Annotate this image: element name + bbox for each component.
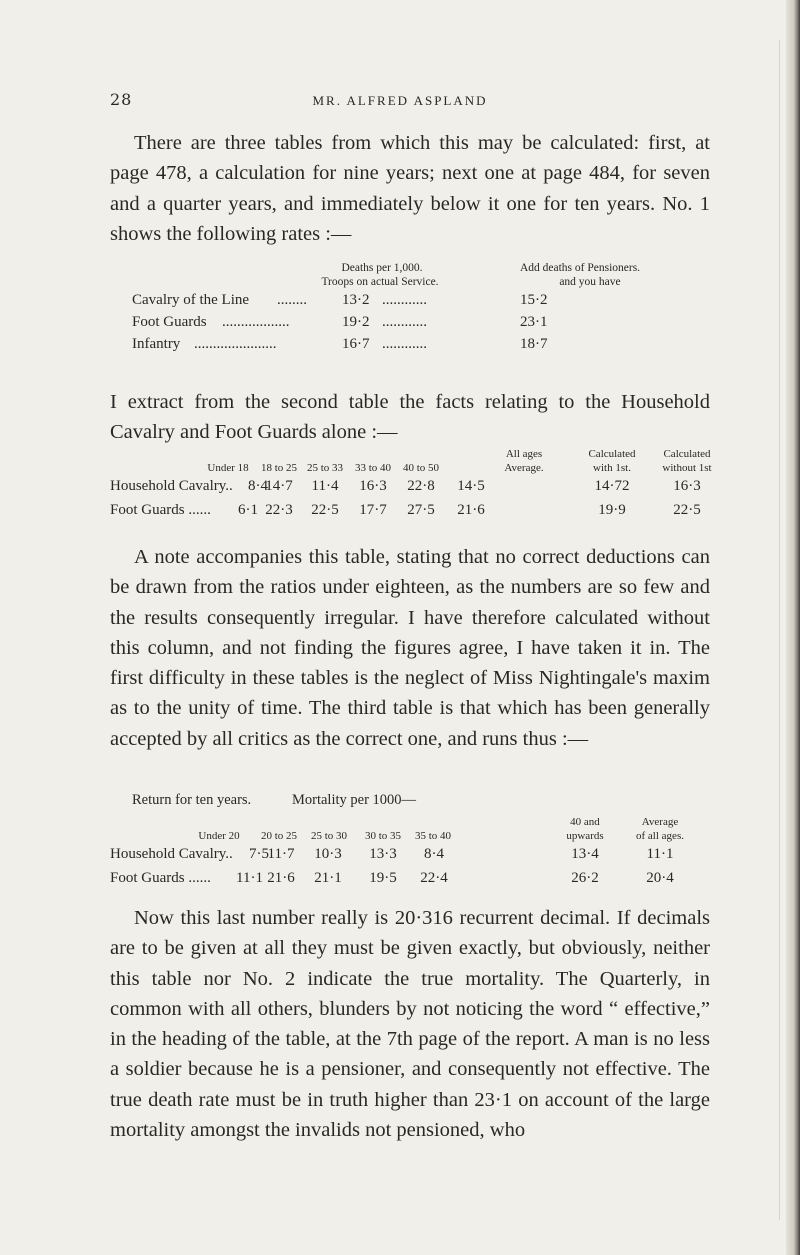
table1-row — [132, 314, 692, 336]
table2-cell: 11·4 — [311, 478, 339, 494]
table3-header-col: upwards — [566, 830, 604, 842]
table3-header-average: Average — [641, 816, 679, 828]
table3-header-col: 25 to 30 — [310, 830, 348, 842]
table1-row-value-total: 23·1 — [520, 314, 548, 330]
table2-cell: 17·7 — [359, 502, 387, 518]
running-head — [0, 90, 800, 112]
table2-cell: 27·5 — [407, 502, 435, 518]
table2-row-label: Household Cavalry.. — [110, 478, 233, 494]
table3-cell: 7·5 — [249, 846, 269, 862]
table3-header-col: Under 20 — [198, 830, 240, 842]
table2-header-col: 40 to 50 — [402, 462, 440, 474]
table3-cell: 13·3 — [369, 846, 397, 862]
table1-row-leader-2: ............ — [382, 336, 427, 352]
table3-header-40-and: 40 and — [570, 816, 600, 828]
table2-cell: 22·5 — [673, 502, 701, 518]
table3-cell: 22·4 — [420, 870, 448, 886]
table3-header-col: 35 to 40 — [414, 830, 452, 842]
table1-row-label: Cavalry of the Line — [132, 292, 250, 308]
table3-cell: 19·5 — [369, 870, 397, 886]
table3-row-label: Foot Guards ...... — [110, 870, 211, 886]
table1-row-value-total: 15·2 — [520, 292, 548, 308]
table1-row-leader-2: ............ — [382, 292, 427, 308]
household-foot-guards-table — [0, 448, 800, 544]
table3-caption-left: Return for ten years. — [132, 792, 252, 808]
table3-header-col: of all ages. — [636, 830, 684, 842]
table1-row — [132, 292, 692, 314]
table3-cell: 13·4 — [571, 846, 599, 862]
table1-header-pensioners: Add deaths of Pensioners. — [519, 262, 641, 274]
table2-header-col: with 1st. — [593, 462, 631, 474]
table3-cell: 11·7 — [267, 846, 295, 862]
table1-row-label: Foot Guards — [132, 314, 207, 330]
table2-cell: 22·3 — [265, 502, 293, 518]
table1-row-value-troops: 19·2 — [342, 314, 370, 330]
table3-cell: 21·1 — [314, 870, 342, 886]
table2-cell: 6·1 — [238, 502, 258, 518]
table1-header-and-you-have: and you have — [559, 276, 621, 288]
table2-header-col: 25 to 33 — [306, 462, 344, 474]
table2-cell: 14·72 — [594, 478, 630, 494]
table1-row-leader: .................. — [222, 314, 290, 330]
table3-cell: 21·6 — [267, 870, 295, 886]
page-edge-line — [779, 40, 780, 1220]
table2-cell: 19·9 — [598, 502, 626, 518]
table1-row-value-troops: 16·7 — [342, 336, 370, 352]
table3-cell: 26·2 — [571, 870, 599, 886]
table2-header-all-ages: All ages — [505, 448, 543, 460]
table1-row — [132, 336, 692, 358]
table1-row-value-total: 18·7 — [520, 336, 548, 352]
table2-cell: 21·6 — [457, 502, 485, 518]
table1-row-label: Infantry — [132, 336, 181, 352]
paragraph-1: There are three tables from which this may be calculated: first, at page 478, a calculation for nine years; next one at page 484, for seven and a quarter years, and immediately below it one for ten years. No. 1 shows the following rates :— — [110, 132, 710, 245]
page-edge — [786, 0, 800, 1255]
table1-row-leader-2: ............ — [382, 314, 427, 330]
table3-cell: 11·1 — [236, 870, 263, 886]
table2-cell: 8·4 — [248, 478, 268, 494]
table2-header-col: Under 18 — [207, 462, 249, 474]
table1-row-value-troops: 13·2 — [342, 292, 370, 308]
table2-cell: 14·7 — [265, 478, 293, 494]
table2-header-col: without 1st — [662, 462, 712, 474]
table3-cell: 10·3 — [314, 846, 342, 862]
table2-header-calculated-1: Calculated — [588, 448, 636, 460]
table3-cell: 20·4 — [646, 870, 674, 886]
table2-header-calculated-2: Calculated — [663, 448, 711, 460]
table2-header-col: 18 to 25 — [260, 462, 298, 474]
table1-header-troops: Troops on actual Service. — [321, 276, 439, 288]
table1-header-deaths: Deaths per 1,000. — [341, 262, 423, 274]
paragraph-2: I extract from the second table the facts relating to the Household Cavalry and Foot Guards alone :— — [110, 391, 710, 444]
table3-header-col: 20 to 25 — [260, 830, 298, 842]
table2-cell: 16·3 — [359, 478, 387, 494]
table2-cell: 22·8 — [407, 478, 435, 494]
table2-header-col: 33 to 40 — [354, 462, 392, 474]
table3-header-col: 30 to 35 — [364, 830, 402, 842]
ten-year-mortality-table — [0, 792, 800, 902]
table3-cell: 11·1 — [646, 846, 674, 862]
running-title: MR. ALFRED ASPLAND — [312, 93, 488, 108]
paragraph-3: A note accompanies this table, stating that no correct deductions can be drawn from the ratios under eighteen, as the numbers are so few and the results consequently irregular. I have therefore calculated without this column, and not finding the figures agree, I have taken it in. The first difficulty in these tables is the neglect of Miss Nightingale's maxim as to the unity of time. The third table is that which has been generally accepted by all critics as the correct one, and runs thus :— — [110, 546, 710, 750]
table2-cell: 14·5 — [457, 478, 485, 494]
rates-table-1 — [0, 262, 800, 382]
table3-caption-right: Mortality per 1000— — [292, 792, 417, 808]
table2-cell: 16·3 — [673, 478, 701, 494]
table1-row-leader: ...................... — [194, 336, 277, 352]
page-number: 28 — [110, 90, 133, 109]
table1-row-leader: ........ — [277, 292, 307, 308]
paragraph-4: Now this last number really is 20·316 recurrent decimal. If decimals are to be given at all they must be given exactly, but obviously, neither this table nor No. 2 indicate the true mortality. The Quarterly, in common with all others, blunders by not noticing the word “ effective,” in the heading of the table, at the 7th page of the report. A man is no less a soldier because he is a pensioner, and consequently not effective. The true death rate must be in truth higher than 23·1 on account of the large mortality amongst the invalids not pensioned, who — [110, 907, 710, 1142]
table2-row-label: Foot Guards ...... — [110, 502, 211, 518]
table3-cell: 8·4 — [424, 846, 444, 862]
table2-cell: 22·5 — [311, 502, 339, 518]
table3-row-label: Household Cavalry.. — [110, 846, 233, 862]
table2-header-col: Average. — [504, 462, 544, 474]
